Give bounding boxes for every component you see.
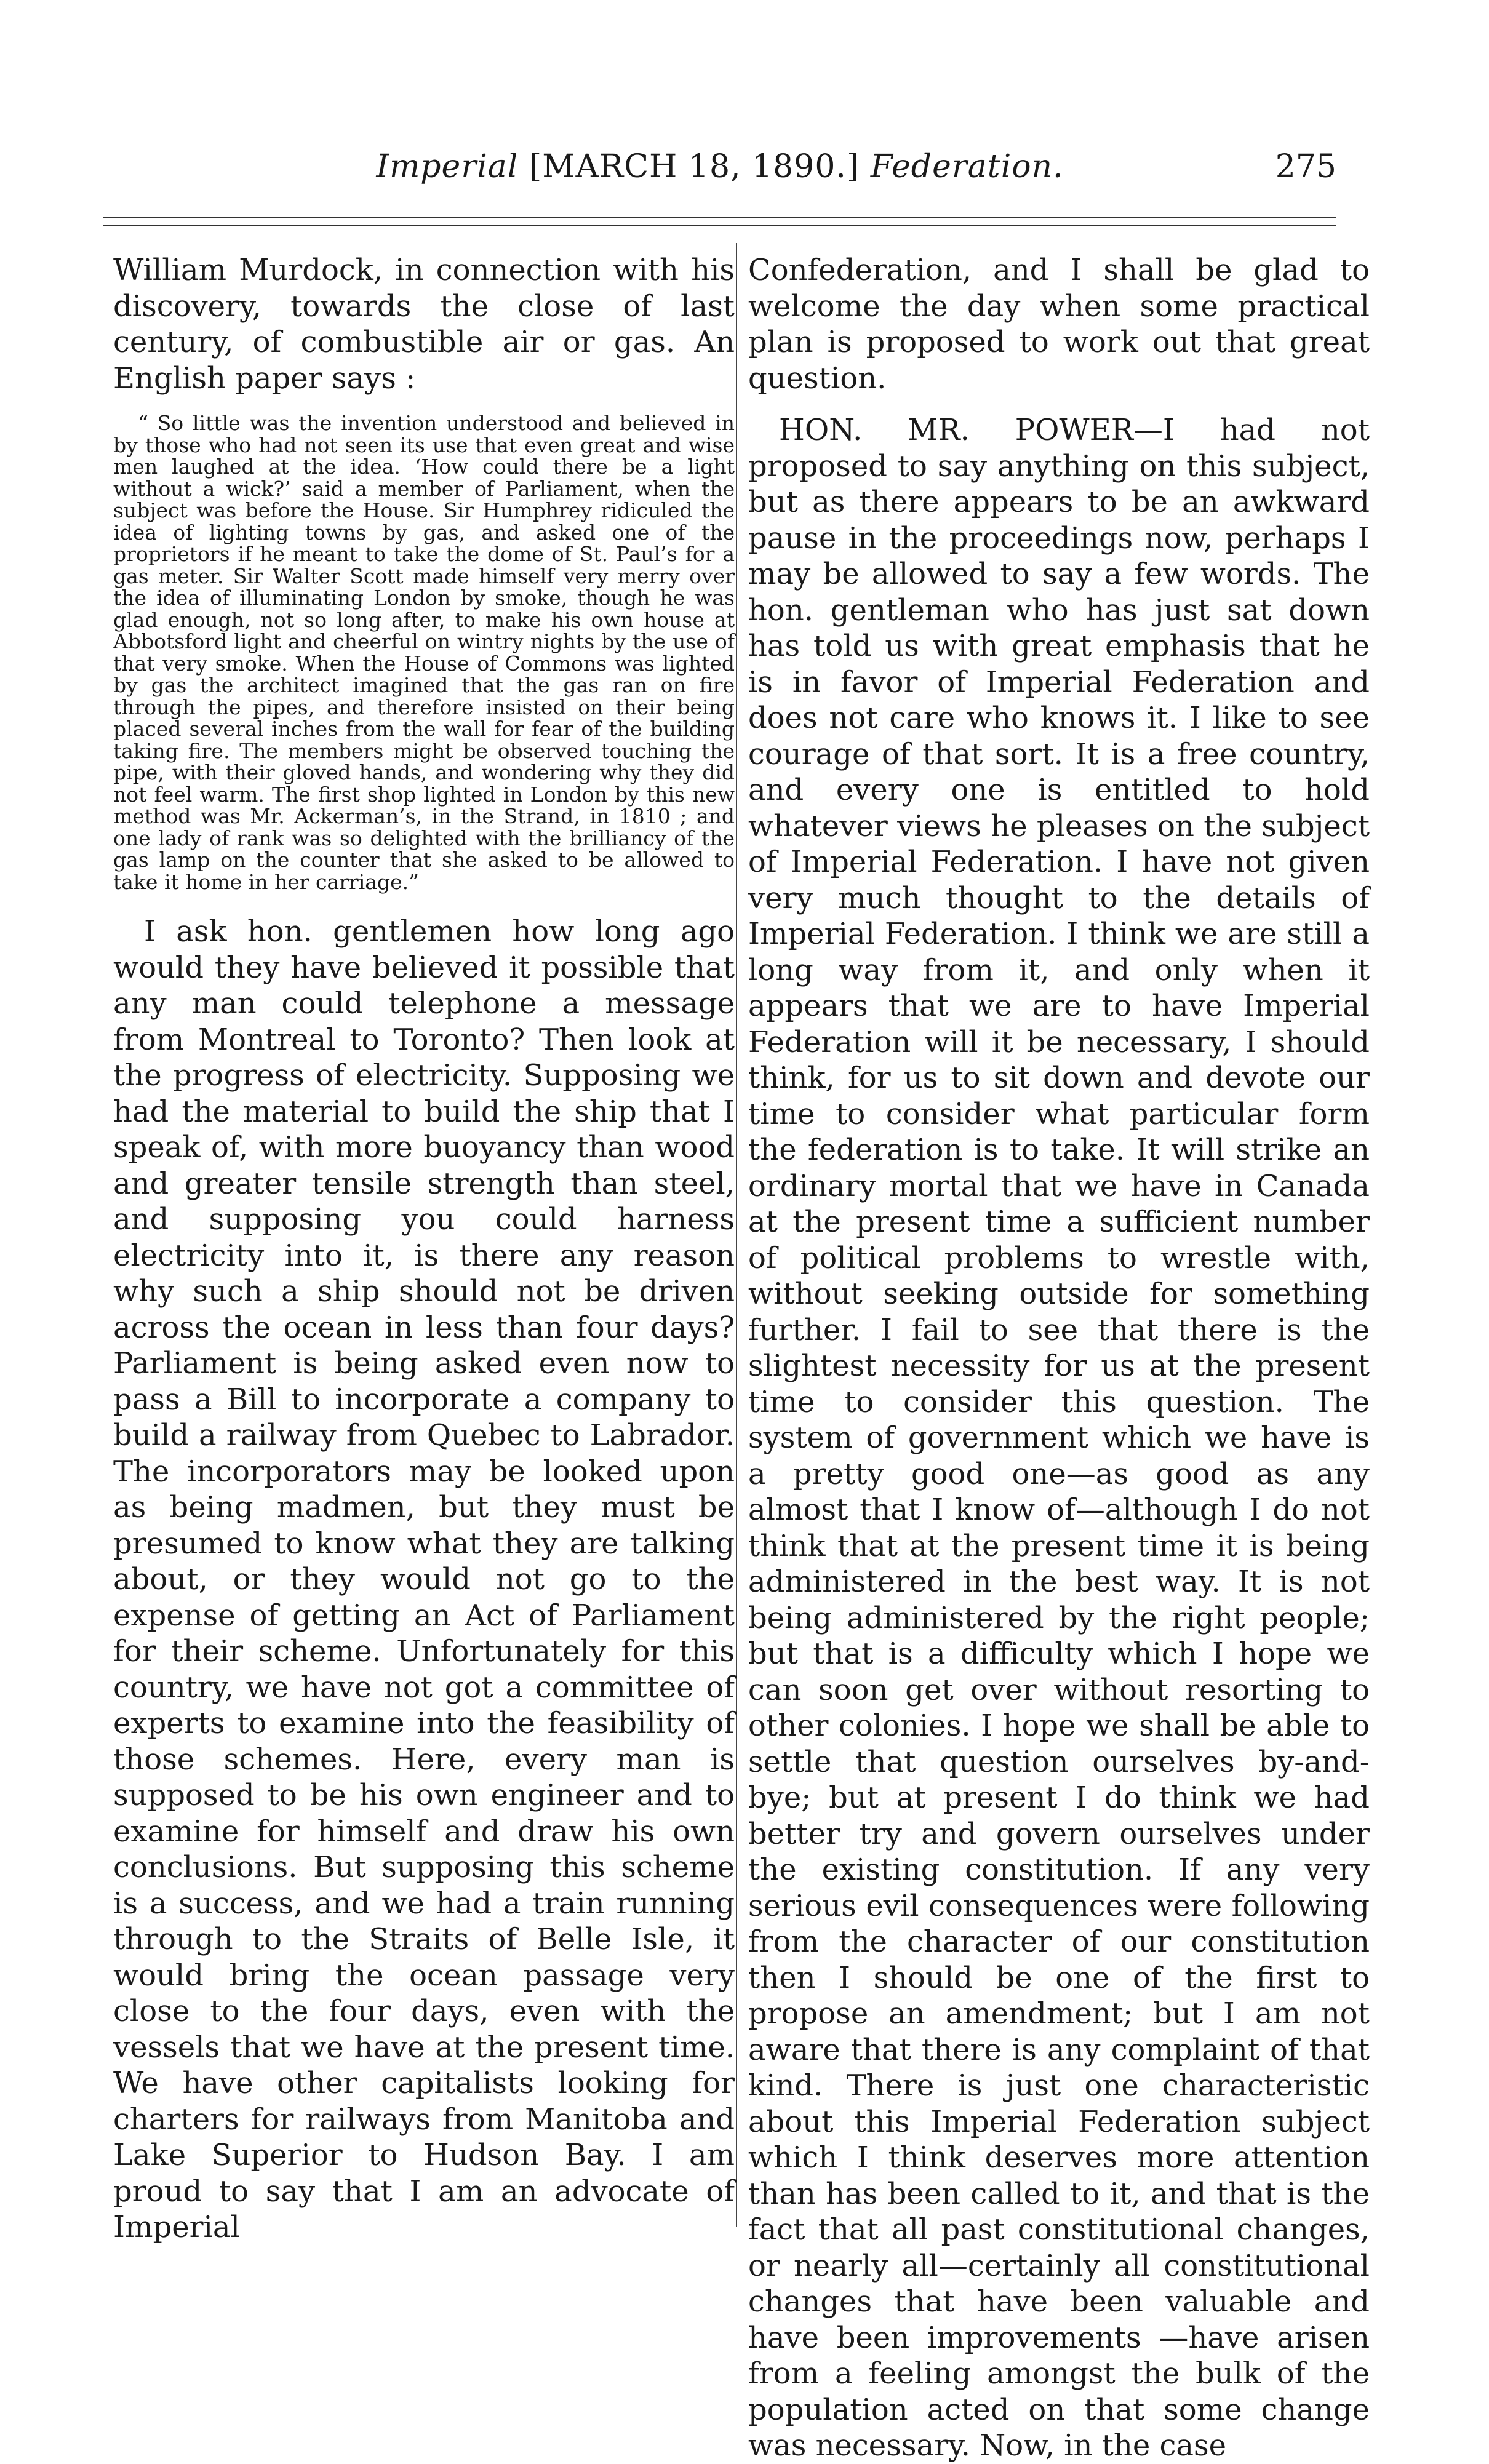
running-header [103, 145, 1336, 188]
header-rule-top [103, 217, 1336, 218]
speech-text: —I had not proposed to say anything on this subject, but as there appears to be an awkward pause in the proceedings now, perhaps I may be allowed to say a few words. The hon. gentleman who has just sat down has told us with great emphasis that he is in favor of Imperial Federation and does not care who knows it. I like to see courage of that sort. It is a free country, and every one is entitled to hold whatever views he pleases on the subject of Imperial Federation. I have not given very much thought to the details of Imperial Federation. I think we are still a long way from it, and only when it appears that we are to have Imperial Federation will it be necessary, I should think, for us to sit down and devote our time to consider what particular form the federation is to take. It will strike an ordinary mortal that we have in Canada at the present time a sufficient number of political problems to wrestle with, without seeking outside for something further. I fail to see that there is the slightest necessity for us at the present time to consider this question. The system of government which we have is a pretty good one—as good as any almost that I know of—although I do not think that at the present time it is being administered in the best way. It is not being administered by the right people; but that is a difficulty which I hope we can soon get over without resorting to other colonies. I hope we shall be able to settle that question ourselves by-and-bye; but at present I do think we had better try and govern ourselves under the existing constitution. If any very serious evil consequences were following from the character of our constitution then I should be one of the first to propose an amendment; but I am not aware that there is any complaint of that kind. There is just one characteristic about this Imperial Federation subject which I think deserves more attention than has been called to it, and that is the fact that all past constitutional changes, or nearly all—certainly all constitutional changes that have been valuable and have been improvements —have arisen from a feeling amongst the bulk of the population acted on that some change was necessary. Now, in the case [748, 413, 1370, 2463]
speaker-name: HON. MR. POWER [779, 413, 1133, 447]
newspaper-quotation: “ So little was the invention understood and believed in by those who had not seen its use that even great and wise men laughed at the idea. ‘How could there be a light without a wick?’ said a member of Parliament, when the subject was before the House. Sir Humphrey ridiculed the idea of lighting towns by gas, and asked one of the proprietors if he meant to take the dome of St. Paul’s for a gas meter. Sir Walter Scott made himself very merry over the idea of illuminating London by smoke, though he was glad enough, not so long after, to make his own house at Abbotsford light and cheerful on wintry nights by the use of that very smoke. When the House of Commons was lighted by gas the architect imagined that the gas ran on fire through the pipes, and therefore insisted on their being placed several inches from the wall for fear of the building taking fire. The members might be observed touching the pipe, with their gloved hands, and wondering why they did not feel warm. The first shop lighted in London by this new method was Mr. Ackerman’s, in the Strand, in 1810 ; and one lady of rank was so delighted with the brilliancy of the gas lamp on the counter that she asked to be allowed to take it home in her carriage.” [113, 411, 735, 894]
right-column [748, 252, 1370, 2464]
left-body-paragraph: I ask hon. gentlemen how long ago would they have believed it possible that any man could telephone a message from Montreal to Toronto? Then look at the progress of electricity. Supposing we had the material to build the ship that I speak of, with more buoyancy than wood and greater tensile strength than steel, and supposing you could harness electricity into it, is there any reason why such a ship should not be driven across the ocean in less than four days? Parliament is being asked even now to pass a Bill to incorporate a company to build a railway from Quebec to Labrador. The incorporators may be looked upon as being madmen, but they must be presumed to know what they are talking about, or they would not go to the expense of getting an Act of Parliament for their scheme. Unfortunately for this country, we have not got a committee of experts to examine into the feasibility of those schemes. Here, every man is supposed to be his own engineer and to examine for himself and draw his own conclusions. But supposing this scheme is a success, and we had a train running through to the Straits of Belle Isle, it would bring the ocean passage very close to the four days, even with the vessels that we have at the present time. We have other capitalists looking for charters for railways from Manitoba and Lake Superior to Hudson Bay. I am proud to say that I am an advocate of Imperial [113, 914, 735, 2244]
header-title-right: Federation. [870, 148, 1064, 185]
column-divider [736, 243, 737, 2227]
header-date: [MARCH 18, 1890.] [529, 148, 860, 185]
right-continuation-paragraph: Confederation, and I shall be glad to welcome the day when some practical plan is proposed to work out that great question. [748, 253, 1370, 396]
header-title-left: Imperial [376, 148, 519, 185]
left-column [113, 252, 735, 2246]
left-intro-paragraph: William Murdock, in connection with his discovery, towards the close of last century, of combustible air or gas. An English paper says : [113, 253, 735, 396]
header-title [103, 145, 1336, 188]
power-speech-paragraph [748, 412, 1370, 2464]
page-number: 275 [1275, 148, 1336, 185]
header-rule-bottom [103, 225, 1336, 226]
